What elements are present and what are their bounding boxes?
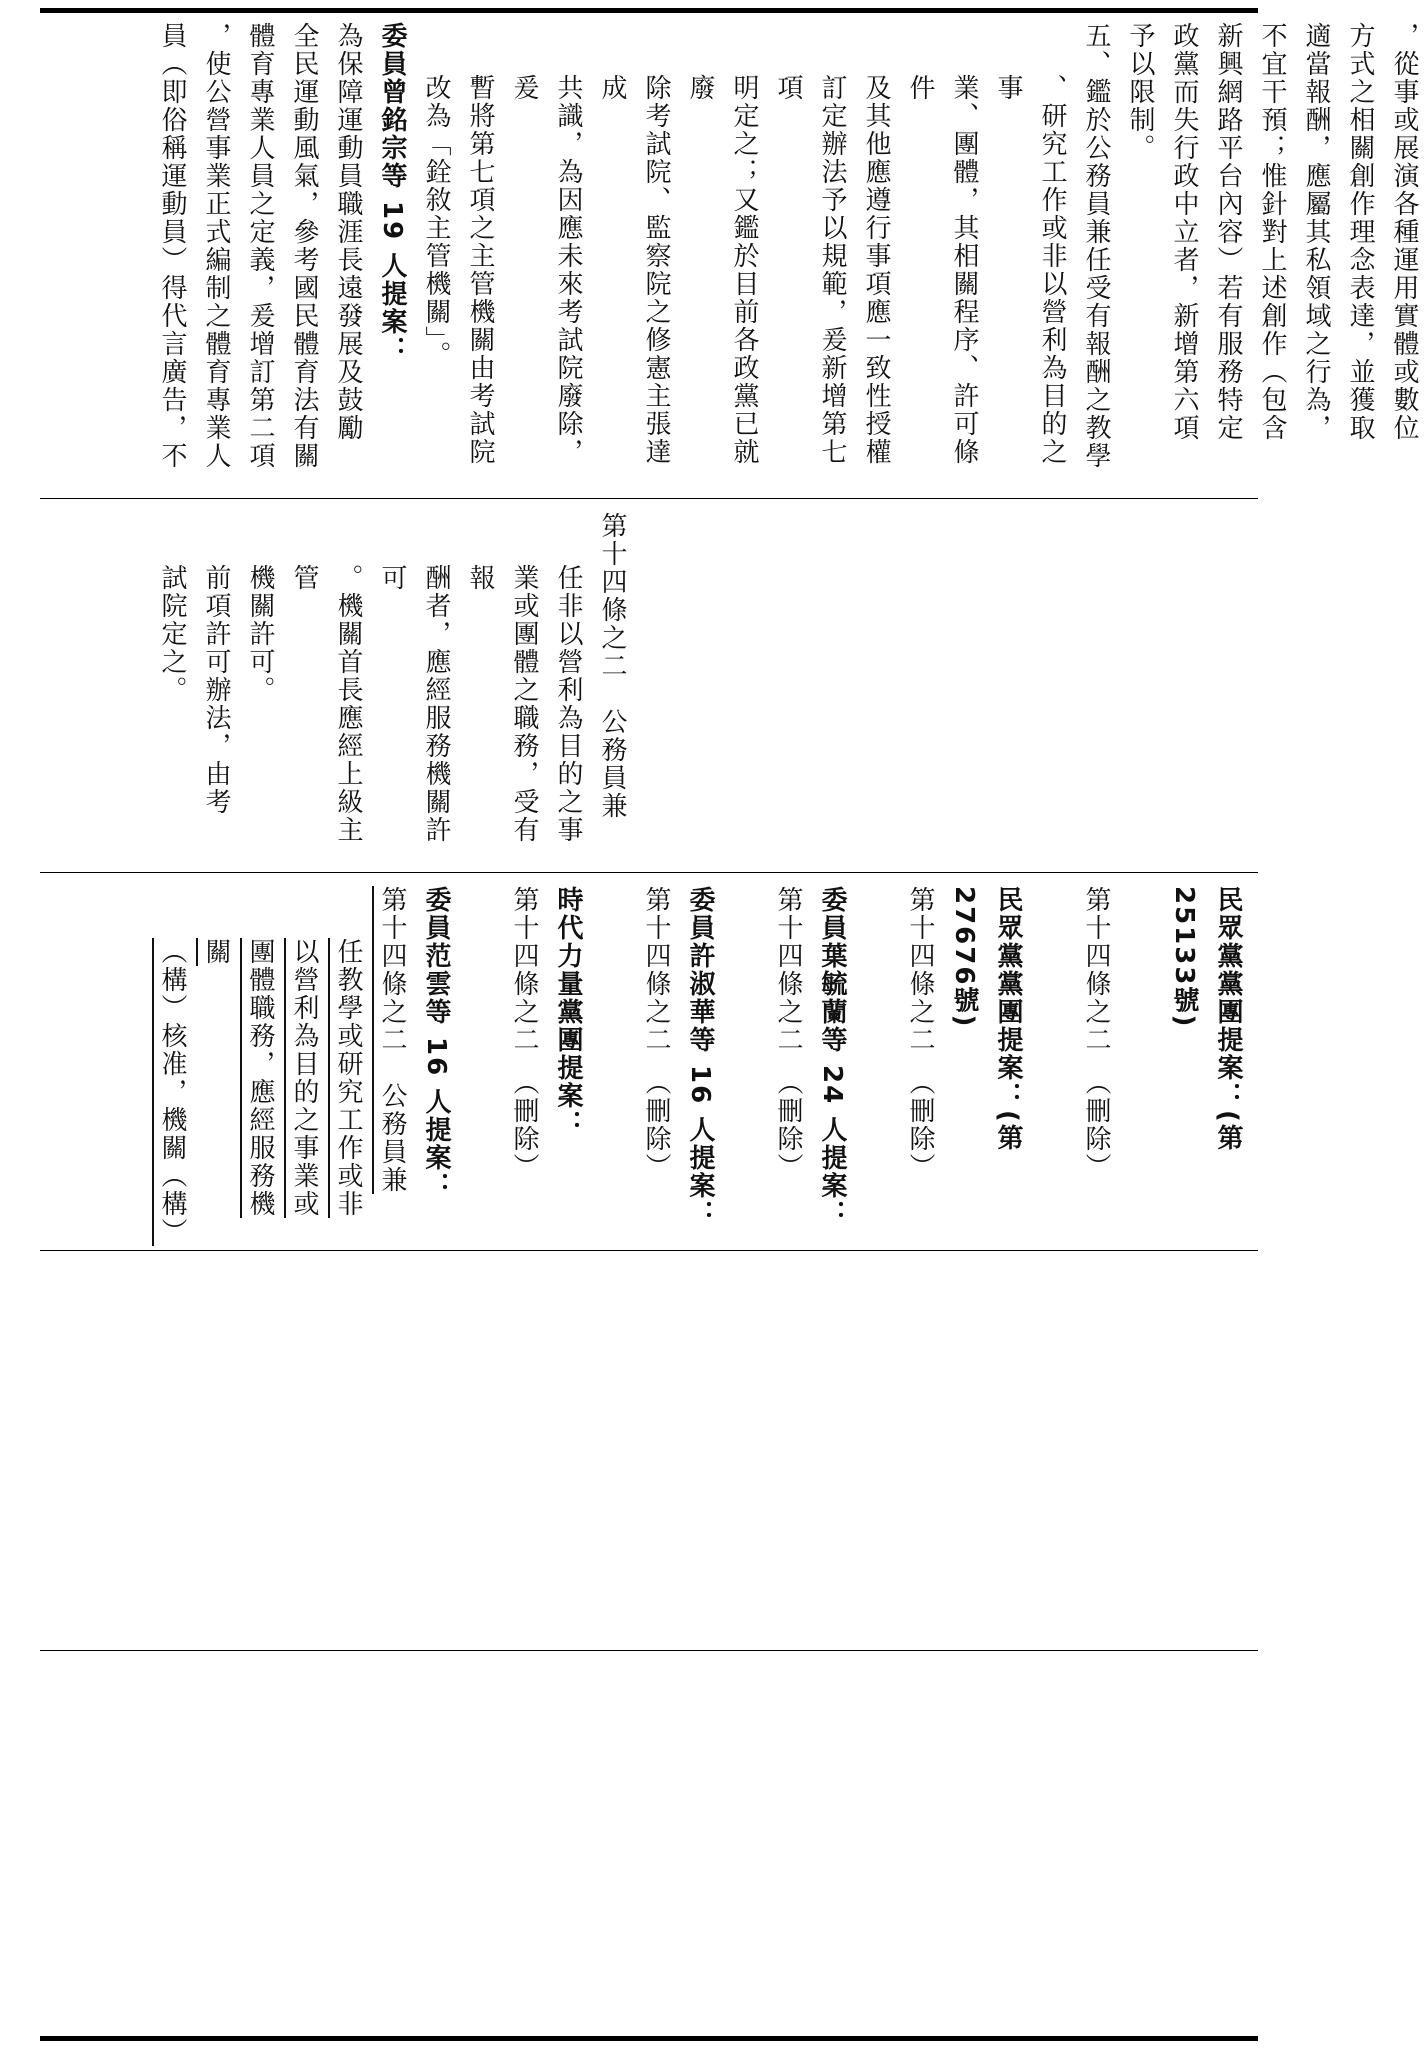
current-law-line: 酬者，應經服務機關許可 <box>377 564 451 844</box>
current-law-line: 試院定之。 <box>157 564 187 704</box>
explanation-line: 明定之；又鑑於目前各政黨已就廢 <box>685 74 759 466</box>
row-divider-4 <box>40 1650 1258 1651</box>
explanation-cell <box>150 22 1419 492</box>
proposal-6-line: 以營利為目的之事業或 <box>289 938 319 1218</box>
reason-line: 員（即俗稱運動員）得代言廣告，不 <box>157 22 187 470</box>
proposals-cell <box>150 886 1250 1246</box>
proposal-title-2: 民眾黨黨團提案：(第27676號) <box>949 886 1023 1152</box>
proposal-title-3: 委員葉毓蘭等 24 人提案： <box>817 886 847 1229</box>
reason-line: 體育專業人員之定義，爰增訂第二項 <box>245 22 275 470</box>
proposal-6-line: 第十四條之二 公務員兼 <box>377 886 407 1194</box>
proposal-6-line: （構）核准，機關（構） <box>157 938 187 1246</box>
proposal-6-line: 團體職務，應經服務機關 <box>201 938 275 1218</box>
current-law-line: 任非以營利為目的之事 <box>553 564 583 844</box>
explanation-line: 業、團體，其相關程序、許可條件 <box>905 74 979 466</box>
proposal-text-3: 第十四條之二 （刪除） <box>773 886 803 1181</box>
current-law-line: 。機關首長應經上級主管 <box>289 564 363 844</box>
current-law-line: 業或團體之職務，受有報 <box>465 564 539 844</box>
explanation-line: 及其他應遵行事項應一致性授權 <box>861 74 891 466</box>
explanation-line: 共識，為因應未來考試院廢除，爰 <box>509 74 583 466</box>
explanation-line: 五、鑑於公務員兼任受有報酬之教學 <box>1081 22 1111 470</box>
current-law-line: 機關許可。 <box>245 564 275 704</box>
proposal-text-1: 第十四條之二 （刪除） <box>1081 886 1111 1181</box>
proposal-text-5: 第十四條之二 （刪除） <box>509 886 539 1181</box>
explanation-line: ，從事或展演各種運用實體或數位 <box>1389 22 1419 442</box>
proposal-text-4: 第十四條之二 （刪除） <box>641 886 671 1181</box>
explanation-line: 政黨而失行政中立者，新增第六項 <box>1169 22 1199 442</box>
proposal-title-5: 時代力量黨團提案： <box>553 886 583 1138</box>
current-law-line: 前項許可辦法，由考 <box>201 564 231 816</box>
reason-line: ，使公營事業正式編制之體育專業人 <box>201 22 231 470</box>
current-law-cell <box>150 512 1250 862</box>
bottom-rule <box>40 2036 1258 2041</box>
proposals-text <box>150 886 1250 1246</box>
explanation-line: 適當報酬，應屬其私領域之行為， <box>1301 22 1331 442</box>
proposal-6-line: 任教學或研究工作或非 <box>333 938 363 1218</box>
explanation-line: 新興網路平台內容）若有服務特定 <box>1213 22 1243 442</box>
explanation-line: 、研究工作或非以營利為目的之事 <box>993 74 1067 466</box>
explanation-line: 除考試院、監察院之修憲主張達成 <box>597 74 671 466</box>
explanation-line: 方式之相關創作理念表達，並獲取 <box>1345 22 1375 442</box>
row-divider-2 <box>40 872 1258 873</box>
reason-line: 為保障運動員職涯長遠發展及鼓勵 <box>333 22 363 442</box>
reason-line: 全民運動風氣，參考國民體育法有關 <box>289 22 319 470</box>
proposal-text-2: 第十四條之二 （刪除） <box>905 886 935 1181</box>
current-law-text <box>150 512 634 862</box>
proposer-heading: 委員曾銘宗等 19 人提案： <box>377 22 407 365</box>
proposal-title-6: 委員范雲等 16 人提案： <box>421 886 451 1201</box>
proposal-lines-6 <box>150 886 414 1246</box>
explanation-text <box>150 22 1426 492</box>
explanation-line: 不宜干預；惟針對上述創作（包含 <box>1257 22 1287 442</box>
explanation-line: 暫將第七項之主管機關由考試院 <box>465 74 495 466</box>
explanation-line: 予以限制。 <box>1125 22 1155 162</box>
explanation-line: 訂定辦法予以規範，爰新增第七項 <box>773 74 847 466</box>
proposal-title-4: 委員許淑華等 16 人提案： <box>685 886 715 1229</box>
row-divider-1 <box>40 498 1258 499</box>
current-law-line: 第十四條之二 公務員兼 <box>597 512 627 820</box>
proposal-title-1: 民眾黨黨團提案：(第25133號) <box>1169 886 1243 1152</box>
top-rule <box>40 8 1258 13</box>
explanation-line: 改為「銓敘主管機關」。 <box>421 74 451 369</box>
row-divider-3 <box>40 1250 1258 1251</box>
